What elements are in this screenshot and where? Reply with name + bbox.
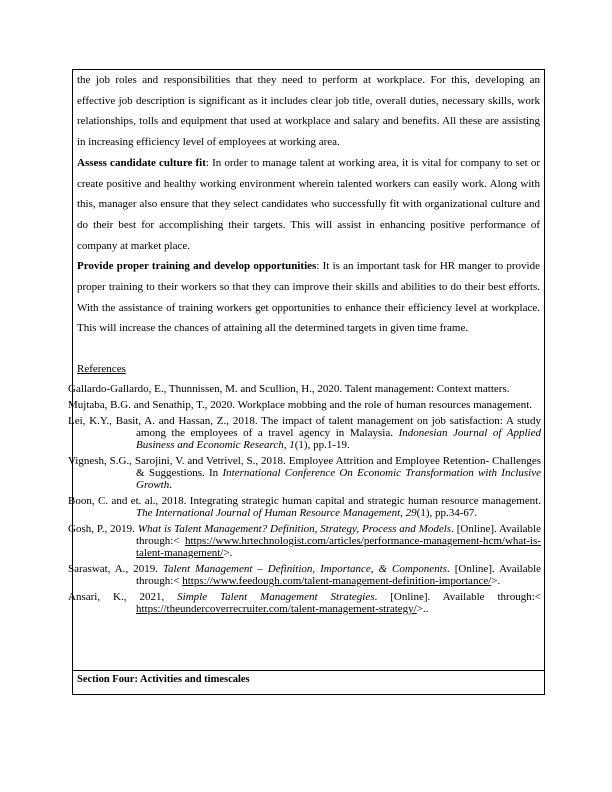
training-paragraph xyxy=(77,256,540,339)
references-heading: References xyxy=(77,363,126,375)
section-four-title: Section Four: Activities and timescales xyxy=(77,674,250,685)
training-text: : It is an important task for HR manger to provide proper training to their workers so that they can improve their skills and abilities to do their best efforts. With the assistance of training workers get opportunities to enhance their efficiency level at workplace. This will increase the chances of attaining all the determined targets in given time frame. xyxy=(77,260,540,335)
reference-item xyxy=(68,591,541,615)
reference-text: Mujtaba, B.G. and Senathip, T., 2020. Workplace mobbing and the role of human resources management. xyxy=(68,399,533,411)
reference-text: Gallardo-Gallardo, E., Thunnissen, M. and Scullion, H., 2020. Talent management: Context matters. xyxy=(68,383,510,395)
reference-text: (1), pp.34-67. xyxy=(416,507,478,519)
reference-item xyxy=(68,495,541,519)
reference-item xyxy=(68,563,541,587)
reference-item xyxy=(68,523,541,559)
reference-title: Talent Management – Definition, Importance, & Components xyxy=(162,563,448,575)
reference-text: >.. xyxy=(416,603,429,615)
reference-text: Vignesh, S.G., Sarojini, V. and Vetrivel, S., 2018. Employee Attrition and Employee Retention- Challenges & Suggestions. In xyxy=(68,455,541,479)
culture-fit-text: : In order to manage talent at working area, it is vital for company to set or create positive and healthy working environment wherein talented workers can easily work. Along with this, manager also ensure that they select candidates who successfully fit with organizational culture and do their best for accomplishing their targets. This will assist in enhancing positive performance of company at market place. xyxy=(77,156,540,252)
reference-text: >. xyxy=(491,575,501,587)
reference-text: (1), pp.1-19. xyxy=(294,439,350,451)
reference-text: Lei, K.Y., Basit, A. and Hassan, Z., 2018. The impact of talent management on job satisfaction: A study among the employees of a travel agency in Malaysia. xyxy=(68,415,541,439)
section-divider xyxy=(72,670,545,671)
reference-text: . [Online]. Available through:< xyxy=(136,523,541,547)
training-title: Provide proper training and develop opportunities xyxy=(77,260,317,273)
reference-text: Saraswat, A., 2019. xyxy=(68,563,163,575)
references-list xyxy=(68,383,541,619)
reference-item xyxy=(68,455,541,491)
reference-title: What is Talent Management? Definition, Strategy, Process and Models xyxy=(137,523,452,535)
reference-text: Boon, C. and et. al., 2018. Integrating strategic human capital and strategic human resource management. xyxy=(68,495,541,507)
reference-text: . [Online]. Available through:< xyxy=(374,591,541,603)
reference-link[interactable]: https://www.hrtechnologist.com/articles/performance-management-hcm/what-is-talent-management/ xyxy=(136,535,541,559)
reference-text: . [Online]. Available through:< xyxy=(136,563,542,587)
reference-item xyxy=(68,399,541,411)
reference-item xyxy=(68,383,541,395)
reference-link[interactable]: https://theundercoverrecruiter.com/talent-management-strategy/ xyxy=(136,603,417,615)
reference-text: . xyxy=(169,479,172,491)
reference-text: Gosh, P., 2019. xyxy=(68,523,138,535)
reference-text: >. xyxy=(223,547,233,559)
intro-paragraph: the job roles and responsibilities that they need to perform at workplace. For this, developing an effective job description is significant as it includes clear job title, overall duties, necessary skills, work relationships, tolls and equipment that used at workplace and salary and benefits. All these are assisting in increasing efficiency level of employees at working area. xyxy=(77,74,540,149)
reference-journal: The International Journal of Human Resource Management, 29 xyxy=(136,507,417,519)
reference-link[interactable]: https://www.feedough.com/talent-management-definition-importance/ xyxy=(182,575,492,587)
reference-text: Ansari, K., 2021, xyxy=(68,591,178,603)
reference-item xyxy=(68,415,541,451)
culture-fit-title: Assess candidate culture fit xyxy=(77,156,206,169)
reference-journal: International Conference On Economic Transformation with Inclusive Growth xyxy=(136,467,541,491)
body-text xyxy=(77,70,540,339)
reference-journal: Indonesian Journal of Applied Business and Economic Research, 1 xyxy=(136,427,541,451)
culture-fit-paragraph xyxy=(77,153,540,257)
reference-title: Simple Talent Management Strategies xyxy=(177,591,375,603)
